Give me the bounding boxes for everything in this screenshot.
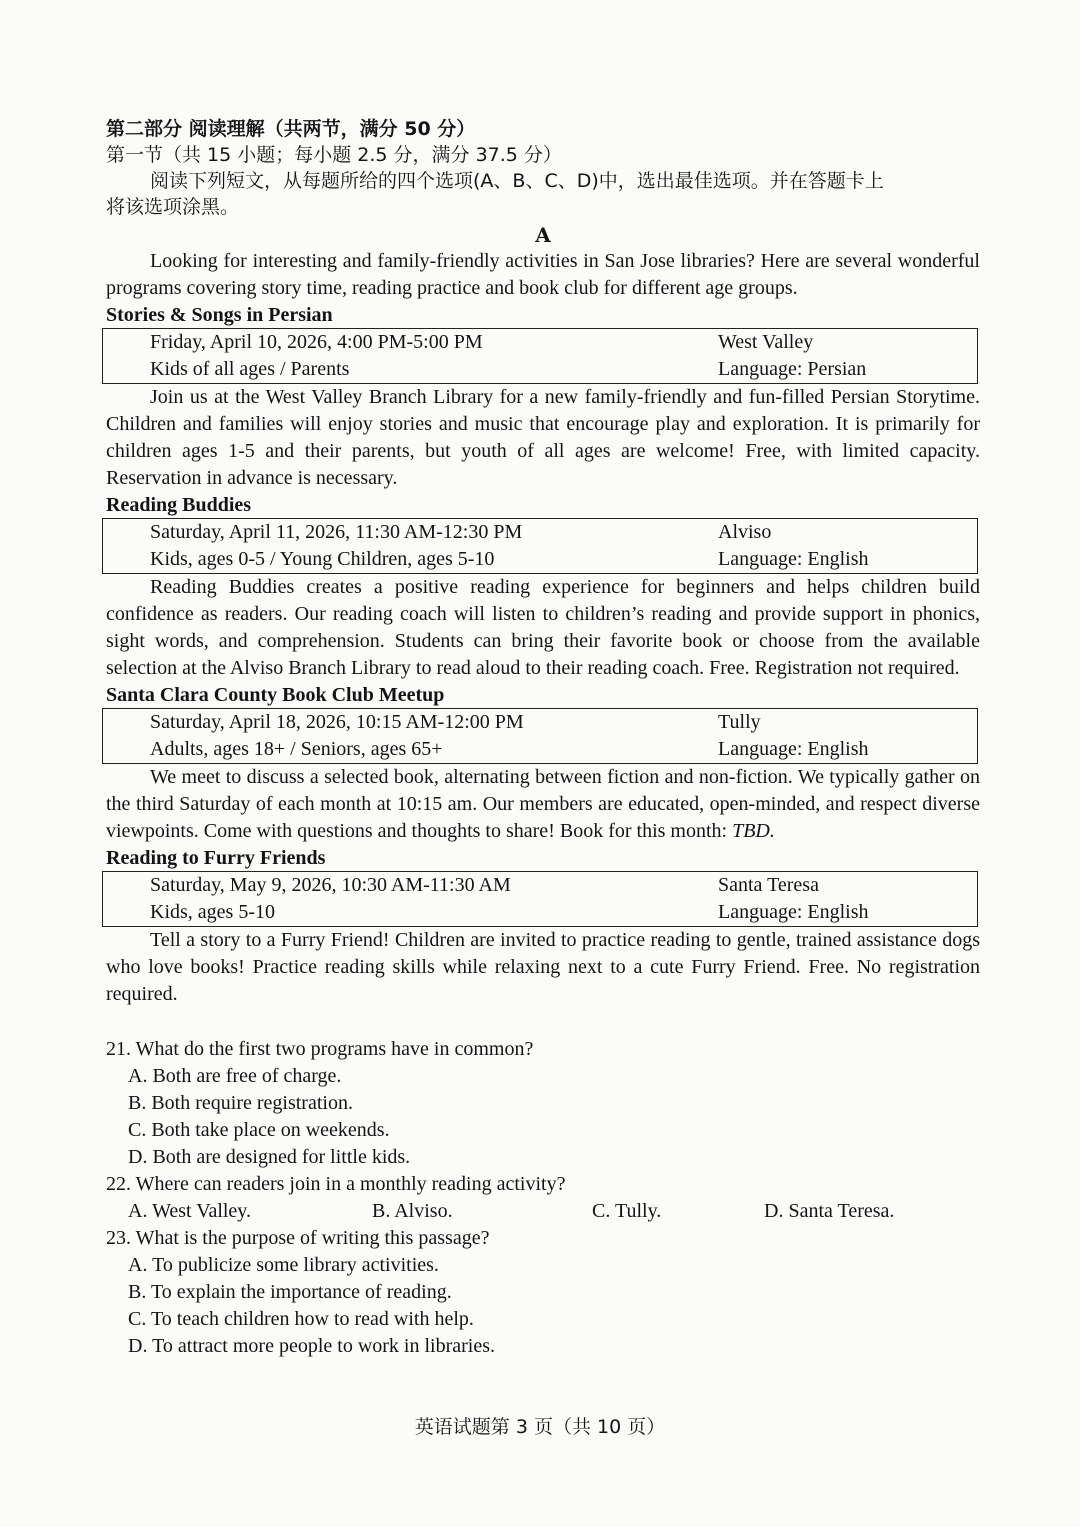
answer-option: D. Santa Teresa.	[764, 1200, 895, 1222]
program-language: Language: English	[718, 548, 869, 570]
program-title: Reading to Furry Friends	[106, 847, 326, 869]
program-audience: Adults, ages 18+ / Seniors, ages 65+	[150, 738, 443, 760]
exam-page	[106, 116, 980, 1360]
answer-option: A. Both are free of charge.	[128, 1065, 342, 1087]
answer-option: D. To attract more people to work in libraries.	[128, 1335, 496, 1357]
program-datetime: Saturday, April 18, 2026, 10:15 AM-12:00 PM	[150, 711, 524, 733]
program-description	[106, 764, 980, 845]
answer-option: A. To publicize some library activities.	[128, 1254, 439, 1276]
program-title: Reading Buddies	[106, 494, 252, 516]
answer-option: B. Alviso.	[372, 1200, 453, 1222]
program-description: Tell a story to a Furry Friend! Children are invited to practice reading to gentle, trained assistance dogs who love books! Practice reading skills while relaxing next to a cute Furry Friend. Free. No registration required.	[106, 929, 980, 1005]
program-language: Language: English	[718, 901, 869, 923]
section-title: 第一节（共 15 小题；每小题 2.5 分，满分 37.5 分）	[106, 144, 562, 166]
program-language: Language: Persian	[718, 358, 867, 380]
program-description: Join us at the West Valley Branch Library for a new family-friendly and fun-filled Persian Storytime. Children and families will enjoy stories and music that encourage play and exploration. It is primarily for children ages 1-5 and their parents, but youth of all ages are welcome! Free, with limited capacity. Reservation in advance is necessary.	[106, 386, 980, 489]
answer-option-row	[106, 1198, 980, 1225]
part-title: 第二部分 阅读理解（共两节，满分 50 分）	[106, 118, 476, 140]
program-info-box	[102, 328, 978, 384]
answer-option: B. To explain the importance of reading.	[128, 1281, 452, 1303]
program-location: West Valley	[718, 331, 814, 353]
program-title: Santa Clara County Book Club Meetup	[106, 684, 445, 706]
answer-option: C. To teach children how to read with help.	[128, 1308, 474, 1330]
passage-intro: Looking for interesting and family-friendly activities in San Jose libraries? Here are several wonderful programs covering story time, reading practice and book club for different age groups.	[106, 250, 980, 299]
program-location: Tully	[718, 711, 761, 733]
program-title: Stories & Songs in Persian	[106, 304, 333, 326]
answer-option: A. West Valley.	[128, 1200, 252, 1222]
passage-label: A	[535, 223, 551, 247]
program-description-text: We meet to discuss a selected book, alternating between fiction and non-fiction. We typically gather on the third Saturday of each month at 10:15 am. Our members are educated, open-minded, and respect diverse viewpoints. Come with questions and thoughts to share! Book for this month:	[106, 766, 980, 842]
program-info-box	[102, 708, 978, 764]
answer-option: B. Both require registration.	[128, 1092, 353, 1114]
program-info-box	[102, 871, 978, 927]
program-location: Alviso	[718, 521, 772, 543]
program-datetime: Friday, April 10, 2026, 4:00 PM-5:00 PM	[150, 331, 483, 353]
program-info-box	[102, 518, 978, 574]
program-datetime: Saturday, April 11, 2026, 11:30 AM-12:30 PM	[150, 521, 523, 543]
answer-option: C. Both take place on weekends.	[128, 1119, 390, 1141]
page-footer: 英语试题第 3 页（共 10 页）	[414, 1416, 666, 1438]
instruction-line-2: 将该选项涂黑。	[106, 196, 240, 218]
question-block	[106, 1036, 980, 1360]
program-audience: Kids, ages 5-10	[150, 901, 275, 923]
program-description: Reading Buddies creates a positive reading experience for beginners and helps children build confidence as readers. Our reading coach will listen to children’s reading and provide support in phonics, sight words, and comprehension. Students can bring their favorite book or choose from the available selection at the Alviso Branch Library to read aloud to their reading coach. Free. Registration not required.	[106, 576, 980, 679]
question-stem: 22. Where can readers join in a monthly reading activity?	[106, 1173, 566, 1195]
instruction-line-1: 阅读下列短文，从每题所给的四个选项(A、B、C、D)中，选出最佳选项。并在答题卡上	[150, 170, 884, 192]
program-book-tbd: TBD.	[732, 820, 775, 842]
program-audience: Kids of all ages / Parents	[150, 358, 350, 380]
program-audience: Kids, ages 0-5 / Young Children, ages 5-10	[150, 548, 495, 570]
program-location: Santa Teresa	[718, 874, 819, 896]
question-stem: 23. What is the purpose of writing this passage?	[106, 1227, 490, 1249]
program-datetime: Saturday, May 9, 2026, 10:30 AM-11:30 AM	[150, 874, 511, 896]
program-language: Language: English	[718, 738, 869, 760]
answer-option: C. Tully.	[592, 1200, 662, 1222]
question-stem: 21. What do the first two programs have in common?	[106, 1038, 534, 1060]
answer-option: D. Both are designed for little kids.	[128, 1146, 411, 1168]
